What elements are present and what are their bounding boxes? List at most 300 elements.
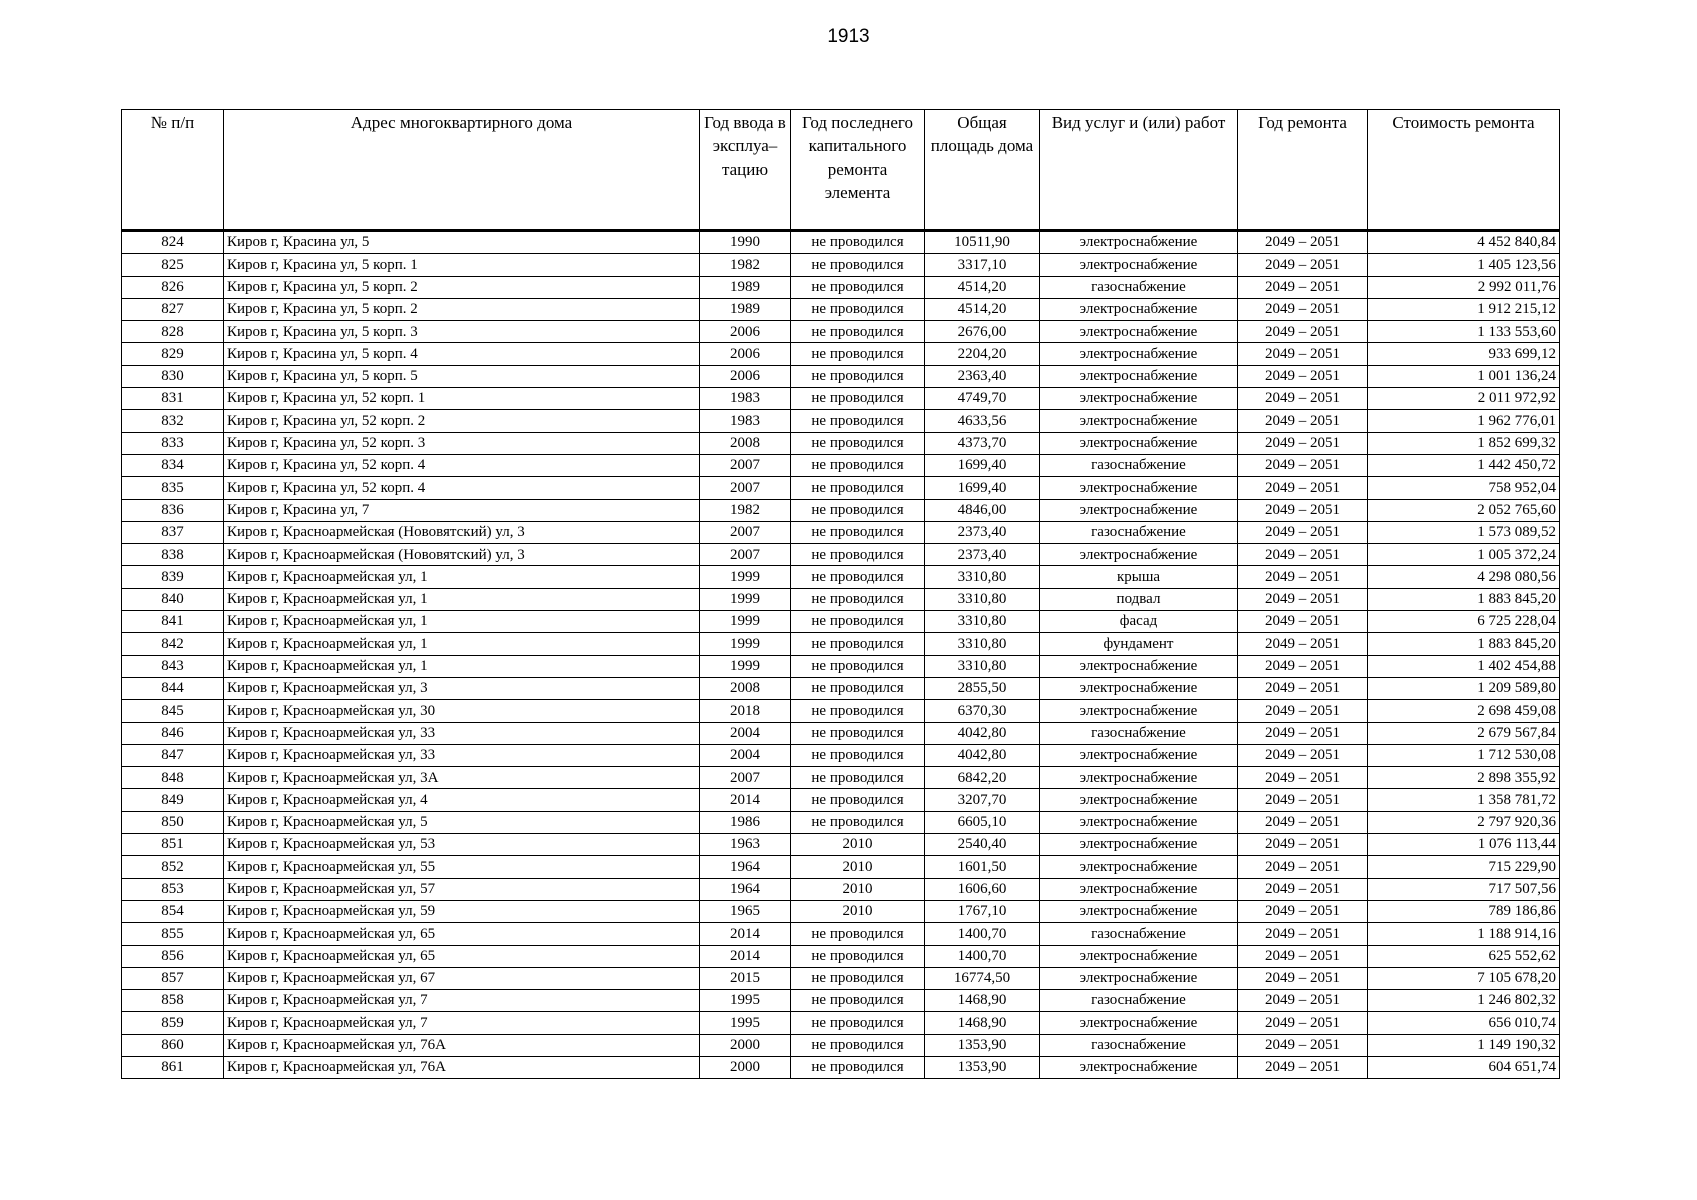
cell-row-number: 825 (122, 254, 224, 276)
cell-address: Киров г, Красноармейская ул, 7 (224, 1012, 700, 1034)
cell-repair-years: 2049 – 2051 (1238, 1034, 1368, 1056)
cell-repair-cost: 1 133 553,60 (1368, 321, 1560, 343)
cell-row-number: 860 (122, 1034, 224, 1056)
cell-row-number: 838 (122, 544, 224, 566)
cell-service-type: газоснабжение (1040, 722, 1238, 744)
table-row (122, 410, 1560, 432)
cell-total-area: 3310,80 (925, 588, 1040, 610)
cell-repair-years: 2049 – 2051 (1238, 254, 1368, 276)
table-row (122, 388, 1560, 410)
cell-commission-year: 1995 (700, 990, 791, 1012)
cell-row-number: 853 (122, 878, 224, 900)
cell-last-repair-year: не проводился (791, 544, 925, 566)
cell-service-type: газоснабжение (1040, 990, 1238, 1012)
cell-repair-years: 2049 – 2051 (1238, 611, 1368, 633)
cell-row-number: 837 (122, 521, 224, 543)
cell-row-number: 857 (122, 967, 224, 989)
cell-service-type: электроснабжение (1040, 298, 1238, 320)
cell-last-repair-year: 2010 (791, 878, 925, 900)
cell-row-number: 826 (122, 276, 224, 298)
cell-last-repair-year: не проводился (791, 254, 925, 276)
cell-commission-year: 1982 (700, 254, 791, 276)
cell-total-area: 6842,20 (925, 767, 1040, 789)
cell-service-type: электроснабжение (1040, 1012, 1238, 1034)
cell-commission-year: 1989 (700, 298, 791, 320)
cell-commission-year: 1964 (700, 856, 791, 878)
table-row (122, 700, 1560, 722)
cell-repair-cost: 7 105 678,20 (1368, 967, 1560, 989)
cell-commission-year: 1999 (700, 588, 791, 610)
cell-last-repair-year: не проводился (791, 923, 925, 945)
table-body (122, 231, 1560, 1079)
cell-repair-cost: 4 452 840,84 (1368, 231, 1560, 254)
table-row (122, 1056, 1560, 1078)
cell-row-number: 834 (122, 454, 224, 476)
cell-service-type: электроснабжение (1040, 544, 1238, 566)
cell-repair-years: 2049 – 2051 (1238, 410, 1368, 432)
cell-row-number: 840 (122, 588, 224, 610)
cell-address: Киров г, Красноармейская ул, 65 (224, 945, 700, 967)
cell-total-area: 4042,80 (925, 722, 1040, 744)
cell-address: Киров г, Красина ул, 5 корп. 3 (224, 321, 700, 343)
cell-total-area: 4514,20 (925, 298, 1040, 320)
cell-row-number: 839 (122, 566, 224, 588)
cell-row-number: 843 (122, 655, 224, 677)
cell-total-area: 2855,50 (925, 677, 1040, 699)
cell-service-type: электроснабжение (1040, 388, 1238, 410)
cell-last-repair-year: не проводился (791, 1012, 925, 1034)
page-number: 1913 (827, 26, 870, 47)
cell-repair-years: 2049 – 2051 (1238, 521, 1368, 543)
cell-commission-year: 2014 (700, 945, 791, 967)
cell-commission-year: 1999 (700, 633, 791, 655)
cell-last-repair-year: не проводился (791, 677, 925, 699)
cell-address: Киров г, Красноармейская ул, 1 (224, 566, 700, 588)
cell-repair-cost: 789 186,86 (1368, 900, 1560, 922)
cell-total-area: 3310,80 (925, 655, 1040, 677)
cell-address: Киров г, Красноармейская (Нововятский) ул, 3 (224, 544, 700, 566)
cell-repair-cost: 2 698 459,08 (1368, 700, 1560, 722)
cell-row-number: 841 (122, 611, 224, 633)
cell-address: Киров г, Красноармейская ул, 7 (224, 990, 700, 1012)
table-row (122, 544, 1560, 566)
cell-repair-cost: 1 883 845,20 (1368, 588, 1560, 610)
cell-repair-years: 2049 – 2051 (1238, 900, 1368, 922)
table-row (122, 856, 1560, 878)
header-repair-years: Год ремонта (1238, 110, 1368, 231)
cell-last-repair-year: не проводился (791, 811, 925, 833)
cell-service-type: электроснабжение (1040, 432, 1238, 454)
cell-last-repair-year: не проводился (791, 789, 925, 811)
cell-total-area: 1699,40 (925, 454, 1040, 476)
cell-commission-year: 2004 (700, 744, 791, 766)
cell-repair-years: 2049 – 2051 (1238, 700, 1368, 722)
cell-service-type: электроснабжение (1040, 767, 1238, 789)
cell-repair-years: 2049 – 2051 (1238, 477, 1368, 499)
cell-repair-cost: 933 699,12 (1368, 343, 1560, 365)
cell-last-repair-year: не проводился (791, 432, 925, 454)
cell-address: Киров г, Красноармейская ул, 5 (224, 811, 700, 833)
cell-address: Киров г, Красноармейская ул, 1 (224, 655, 700, 677)
cell-last-repair-year: не проводился (791, 700, 925, 722)
cell-last-repair-year: не проводился (791, 477, 925, 499)
cell-repair-cost: 2 011 972,92 (1368, 388, 1560, 410)
table-row (122, 1012, 1560, 1034)
cell-repair-cost: 1 883 845,20 (1368, 633, 1560, 655)
cell-address: Киров г, Красноармейская ул, 76А (224, 1034, 700, 1056)
cell-commission-year: 1989 (700, 276, 791, 298)
cell-row-number: 835 (122, 477, 224, 499)
cell-repair-cost: 2 052 765,60 (1368, 499, 1560, 521)
cell-row-number: 833 (122, 432, 224, 454)
cell-repair-years: 2049 – 2051 (1238, 655, 1368, 677)
cell-repair-cost: 1 912 215,12 (1368, 298, 1560, 320)
cell-repair-years: 2049 – 2051 (1238, 566, 1368, 588)
cell-row-number: 849 (122, 789, 224, 811)
table-row (122, 834, 1560, 856)
cell-address: Киров г, Красноармейская ул, 4 (224, 789, 700, 811)
cell-service-type: газоснабжение (1040, 521, 1238, 543)
cell-repair-cost: 1 005 372,24 (1368, 544, 1560, 566)
cell-service-type: электроснабжение (1040, 744, 1238, 766)
cell-repair-cost: 1 712 530,08 (1368, 744, 1560, 766)
cell-total-area: 1468,90 (925, 990, 1040, 1012)
cell-service-type: электроснабжение (1040, 856, 1238, 878)
cell-commission-year: 1964 (700, 878, 791, 900)
cell-total-area: 4846,00 (925, 499, 1040, 521)
cell-service-type: электроснабжение (1040, 231, 1238, 254)
cell-repair-years: 2049 – 2051 (1238, 767, 1368, 789)
cell-row-number: 848 (122, 767, 224, 789)
cell-repair-cost: 1 358 781,72 (1368, 789, 1560, 811)
cell-row-number: 851 (122, 834, 224, 856)
cell-address: Киров г, Красина ул, 5 (224, 231, 700, 254)
cell-address: Киров г, Красноармейская ул, 67 (224, 967, 700, 989)
cell-service-type: электроснабжение (1040, 321, 1238, 343)
cell-row-number: 859 (122, 1012, 224, 1034)
cell-commission-year: 2006 (700, 343, 791, 365)
table-row (122, 454, 1560, 476)
cell-row-number: 832 (122, 410, 224, 432)
cell-last-repair-year: не проводился (791, 1056, 925, 1078)
cell-service-type: электроснабжение (1040, 1056, 1238, 1078)
cell-row-number: 861 (122, 1056, 224, 1078)
repair-register-table (121, 109, 1560, 1079)
cell-service-type: электроснабжение (1040, 967, 1238, 989)
cell-repair-years: 2049 – 2051 (1238, 633, 1368, 655)
cell-repair-years: 2049 – 2051 (1238, 588, 1368, 610)
table-row (122, 588, 1560, 610)
cell-total-area: 2373,40 (925, 521, 1040, 543)
cell-address: Киров г, Красноармейская ул, 33 (224, 722, 700, 744)
cell-repair-cost: 1 402 454,88 (1368, 655, 1560, 677)
cell-address: Киров г, Красноармейская ул, 1 (224, 611, 700, 633)
cell-service-type: подвал (1040, 588, 1238, 610)
cell-last-repair-year: не проводился (791, 633, 925, 655)
header-repair-cost: Стоимость ремонта (1368, 110, 1560, 231)
cell-row-number: 824 (122, 231, 224, 254)
table-row (122, 744, 1560, 766)
cell-service-type: электроснабжение (1040, 945, 1238, 967)
cell-service-type: газоснабжение (1040, 1034, 1238, 1056)
cell-address: Киров г, Красноармейская ул, 76А (224, 1056, 700, 1078)
cell-repair-years: 2049 – 2051 (1238, 945, 1368, 967)
cell-commission-year: 1963 (700, 834, 791, 856)
cell-service-type: крыша (1040, 566, 1238, 588)
table-row (122, 254, 1560, 276)
cell-last-repair-year: не проводился (791, 722, 925, 744)
header-row-number: № п/п (122, 110, 224, 231)
cell-address: Киров г, Красноармейская ул, 55 (224, 856, 700, 878)
cell-repair-years: 2049 – 2051 (1238, 365, 1368, 387)
table-row (122, 521, 1560, 543)
cell-commission-year: 2007 (700, 454, 791, 476)
cell-repair-cost: 1 188 914,16 (1368, 923, 1560, 945)
cell-last-repair-year: не проводился (791, 1034, 925, 1056)
cell-address: Киров г, Красноармейская ул, 57 (224, 878, 700, 900)
cell-row-number: 828 (122, 321, 224, 343)
cell-repair-cost: 2 679 567,84 (1368, 722, 1560, 744)
cell-commission-year: 1986 (700, 811, 791, 833)
table-row (122, 923, 1560, 945)
cell-service-type: газоснабжение (1040, 276, 1238, 298)
table-row (122, 432, 1560, 454)
cell-last-repair-year: не проводился (791, 990, 925, 1012)
table-row (122, 611, 1560, 633)
cell-repair-cost: 2 797 920,36 (1368, 811, 1560, 833)
cell-commission-year: 2007 (700, 544, 791, 566)
cell-repair-years: 2049 – 2051 (1238, 878, 1368, 900)
cell-last-repair-year: не проводился (791, 276, 925, 298)
cell-last-repair-year: 2010 (791, 856, 925, 878)
cell-repair-cost: 6 725 228,04 (1368, 611, 1560, 633)
cell-repair-cost: 2 898 355,92 (1368, 767, 1560, 789)
cell-service-type: электроснабжение (1040, 834, 1238, 856)
cell-repair-years: 2049 – 2051 (1238, 388, 1368, 410)
cell-commission-year: 2000 (700, 1056, 791, 1078)
cell-total-area: 1468,90 (925, 1012, 1040, 1034)
table-row (122, 499, 1560, 521)
cell-repair-years: 2049 – 2051 (1238, 432, 1368, 454)
cell-repair-cost: 1 076 113,44 (1368, 834, 1560, 856)
cell-address: Киров г, Красноармейская ул, 65 (224, 923, 700, 945)
cell-row-number: 829 (122, 343, 224, 365)
cell-service-type: электроснабжение (1040, 878, 1238, 900)
cell-repair-cost: 1 405 123,56 (1368, 254, 1560, 276)
cell-total-area: 16774,50 (925, 967, 1040, 989)
cell-commission-year: 1999 (700, 655, 791, 677)
cell-commission-year: 2015 (700, 967, 791, 989)
table-row (122, 298, 1560, 320)
table-row (122, 789, 1560, 811)
cell-last-repair-year: не проводился (791, 566, 925, 588)
cell-row-number: 856 (122, 945, 224, 967)
cell-last-repair-year: не проводился (791, 343, 925, 365)
cell-last-repair-year: не проводился (791, 388, 925, 410)
cell-commission-year: 1995 (700, 1012, 791, 1034)
cell-repair-years: 2049 – 2051 (1238, 789, 1368, 811)
cell-total-area: 2204,20 (925, 343, 1040, 365)
cell-commission-year: 2008 (700, 677, 791, 699)
cell-address: Киров г, Красина ул, 5 корп. 2 (224, 276, 700, 298)
cell-service-type: электроснабжение (1040, 700, 1238, 722)
cell-address: Киров г, Красноармейская ул, 30 (224, 700, 700, 722)
cell-commission-year: 2008 (700, 432, 791, 454)
cell-repair-years: 2049 – 2051 (1238, 544, 1368, 566)
cell-service-type: газоснабжение (1040, 923, 1238, 945)
header-service-type: Вид услуг и (или) работ (1040, 110, 1238, 231)
cell-address: Киров г, Красноармейская ул, 59 (224, 900, 700, 922)
cell-total-area: 10511,90 (925, 231, 1040, 254)
cell-row-number: 845 (122, 700, 224, 722)
cell-commission-year: 2007 (700, 477, 791, 499)
cell-repair-years: 2049 – 2051 (1238, 856, 1368, 878)
cell-repair-years: 2049 – 2051 (1238, 276, 1368, 298)
cell-last-repair-year: не проводился (791, 967, 925, 989)
cell-total-area: 3310,80 (925, 611, 1040, 633)
cell-address: Киров г, Красноармейская ул, 33 (224, 744, 700, 766)
table-row (122, 477, 1560, 499)
cell-repair-cost: 1 852 699,32 (1368, 432, 1560, 454)
cell-repair-years: 2049 – 2051 (1238, 967, 1368, 989)
cell-total-area: 1601,50 (925, 856, 1040, 878)
cell-last-repair-year: не проводился (791, 365, 925, 387)
cell-row-number: 852 (122, 856, 224, 878)
cell-total-area: 4373,70 (925, 432, 1040, 454)
cell-service-type: газоснабжение (1040, 454, 1238, 476)
cell-repair-years: 2049 – 2051 (1238, 499, 1368, 521)
header-last-repair-year: Год последнего капитального ремонта элемента (791, 110, 925, 231)
cell-commission-year: 2004 (700, 722, 791, 744)
cell-row-number: 830 (122, 365, 224, 387)
cell-repair-cost: 4 298 080,56 (1368, 566, 1560, 588)
cell-commission-year: 2007 (700, 767, 791, 789)
cell-commission-year: 1990 (700, 231, 791, 254)
cell-last-repair-year: не проводился (791, 945, 925, 967)
cell-total-area: 1767,10 (925, 900, 1040, 922)
cell-address: Киров г, Красина ул, 52 корп. 2 (224, 410, 700, 432)
cell-repair-years: 2049 – 2051 (1238, 231, 1368, 254)
cell-total-area: 6370,30 (925, 700, 1040, 722)
cell-repair-cost: 656 010,74 (1368, 1012, 1560, 1034)
table-row (122, 967, 1560, 989)
cell-repair-years: 2049 – 2051 (1238, 677, 1368, 699)
cell-total-area: 4633,56 (925, 410, 1040, 432)
cell-repair-years: 2049 – 2051 (1238, 1056, 1368, 1078)
cell-total-area: 1400,70 (925, 945, 1040, 967)
cell-address: Киров г, Красина ул, 52 корп. 1 (224, 388, 700, 410)
cell-address: Киров г, Красноармейская ул, 1 (224, 633, 700, 655)
cell-address: Киров г, Красноармейская ул, 3А (224, 767, 700, 789)
cell-total-area: 2676,00 (925, 321, 1040, 343)
cell-repair-years: 2049 – 2051 (1238, 834, 1368, 856)
table-row (122, 231, 1560, 254)
cell-service-type: электроснабжение (1040, 477, 1238, 499)
cell-commission-year: 1999 (700, 566, 791, 588)
cell-row-number: 831 (122, 388, 224, 410)
cell-repair-cost: 604 651,74 (1368, 1056, 1560, 1078)
cell-commission-year: 1999 (700, 611, 791, 633)
cell-address: Киров г, Красноармейская ул, 53 (224, 834, 700, 856)
cell-total-area: 3207,70 (925, 789, 1040, 811)
cell-last-repair-year: не проводился (791, 321, 925, 343)
cell-total-area: 6605,10 (925, 811, 1040, 833)
cell-repair-years: 2049 – 2051 (1238, 990, 1368, 1012)
cell-last-repair-year: не проводился (791, 454, 925, 476)
cell-commission-year: 1965 (700, 900, 791, 922)
cell-commission-year: 2014 (700, 789, 791, 811)
cell-row-number: 836 (122, 499, 224, 521)
cell-service-type: электроснабжение (1040, 811, 1238, 833)
cell-commission-year: 2006 (700, 365, 791, 387)
cell-address: Киров г, Красина ул, 52 корп. 4 (224, 454, 700, 476)
cell-row-number: 842 (122, 633, 224, 655)
cell-repair-years: 2049 – 2051 (1238, 321, 1368, 343)
table-row (122, 321, 1560, 343)
table-row (122, 811, 1560, 833)
cell-commission-year: 2007 (700, 521, 791, 543)
cell-total-area: 3317,10 (925, 254, 1040, 276)
header-address: Адрес многоквартирного дома (224, 110, 700, 231)
cell-service-type: фасад (1040, 611, 1238, 633)
cell-total-area: 1353,90 (925, 1034, 1040, 1056)
table-row (122, 900, 1560, 922)
cell-row-number: 850 (122, 811, 224, 833)
cell-commission-year: 2014 (700, 923, 791, 945)
cell-repair-years: 2049 – 2051 (1238, 454, 1368, 476)
cell-address: Киров г, Красноармейская ул, 3 (224, 677, 700, 699)
cell-last-repair-year: не проводился (791, 521, 925, 543)
cell-commission-year: 2006 (700, 321, 791, 343)
cell-row-number: 846 (122, 722, 224, 744)
cell-commission-year: 1983 (700, 388, 791, 410)
cell-commission-year: 1983 (700, 410, 791, 432)
cell-total-area: 1353,90 (925, 1056, 1040, 1078)
cell-address: Киров г, Красноармейская ул, 1 (224, 588, 700, 610)
cell-last-repair-year: не проводился (791, 499, 925, 521)
cell-repair-years: 2049 – 2051 (1238, 744, 1368, 766)
cell-repair-years: 2049 – 2051 (1238, 1012, 1368, 1034)
cell-last-repair-year: 2010 (791, 834, 925, 856)
cell-address: Киров г, Красина ул, 7 (224, 499, 700, 521)
cell-repair-years: 2049 – 2051 (1238, 298, 1368, 320)
cell-repair-cost: 1 209 589,80 (1368, 677, 1560, 699)
cell-repair-cost: 758 952,04 (1368, 477, 1560, 499)
cell-commission-year: 2000 (700, 1034, 791, 1056)
cell-repair-cost: 1 442 450,72 (1368, 454, 1560, 476)
cell-row-number: 858 (122, 990, 224, 1012)
cell-service-type: электроснабжение (1040, 789, 1238, 811)
cell-service-type: электроснабжение (1040, 343, 1238, 365)
cell-last-repair-year: не проводился (791, 767, 925, 789)
cell-repair-cost: 1 573 089,52 (1368, 521, 1560, 543)
cell-address: Киров г, Красноармейская (Нововятский) ул, 3 (224, 521, 700, 543)
cell-row-number: 827 (122, 298, 224, 320)
table-header-row (122, 110, 1560, 231)
table-row (122, 655, 1560, 677)
table-row (122, 722, 1560, 744)
cell-total-area: 2540,40 (925, 834, 1040, 856)
cell-repair-cost: 717 507,56 (1368, 878, 1560, 900)
cell-repair-years: 2049 – 2051 (1238, 722, 1368, 744)
cell-address: Киров г, Красина ул, 5 корп. 1 (224, 254, 700, 276)
cell-address: Киров г, Красина ул, 5 корп. 5 (224, 365, 700, 387)
header-commission-year: Год ввода в эксплуа– тацию (700, 110, 791, 231)
table-row (122, 1034, 1560, 1056)
cell-total-area: 4749,70 (925, 388, 1040, 410)
cell-service-type: электроснабжение (1040, 410, 1238, 432)
cell-service-type: фундамент (1040, 633, 1238, 655)
